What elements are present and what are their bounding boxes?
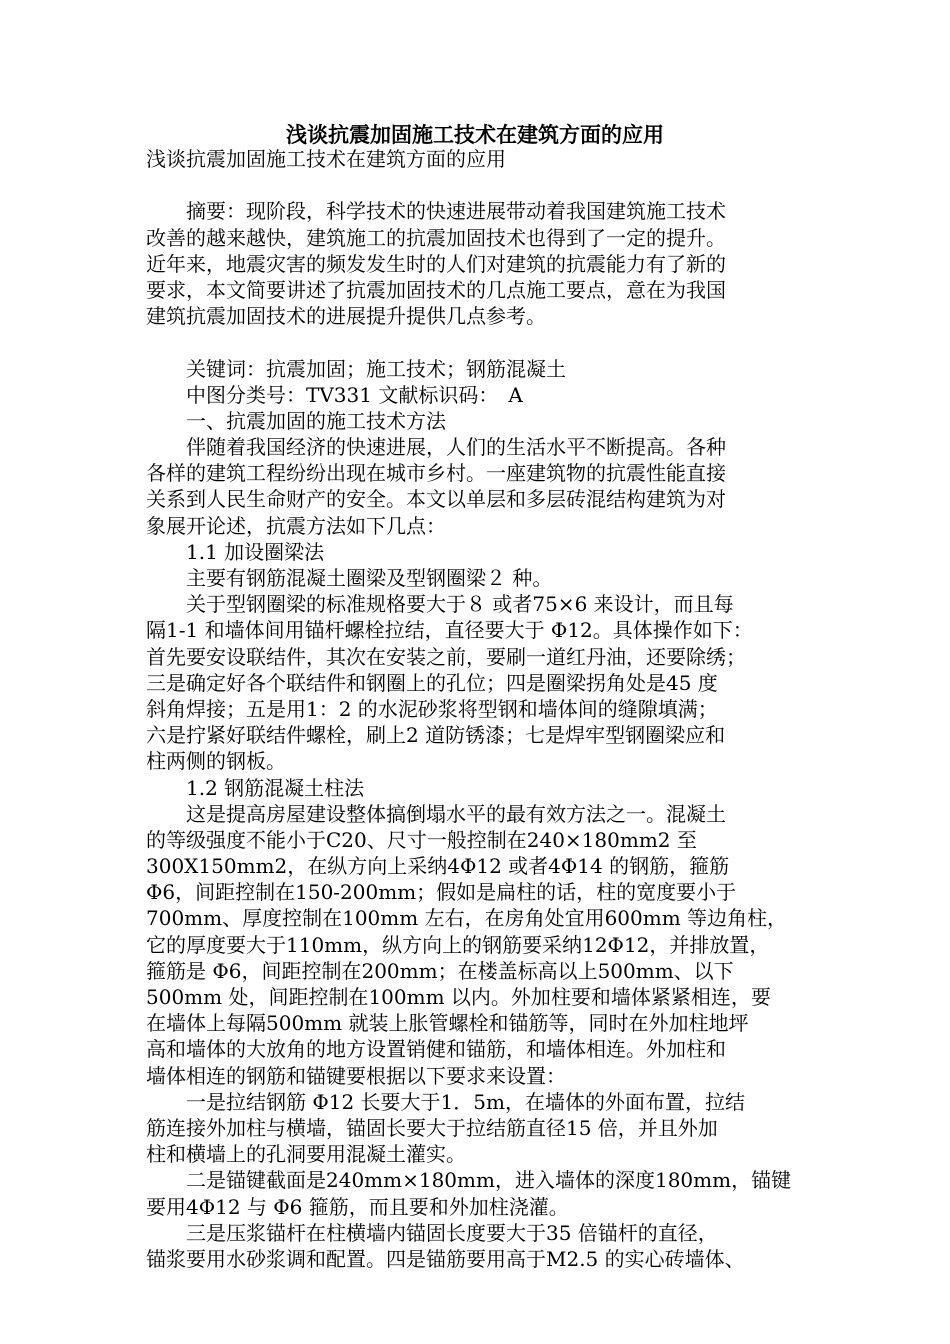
body-line: 一、抗震加固的施工技术方法 bbox=[146, 408, 446, 433]
body-line: 要求，本文简要讲述了抗震加固技术的几点施工要点，意在为我国 bbox=[146, 277, 726, 302]
body-line: 的等级强度不能小于C20、尺寸一般控制在240×180mm2 至 bbox=[146, 827, 697, 852]
body-line: 500mm 处，间距控制在100mm 以内。外加柱要和墙体紧紧相连，要 bbox=[146, 985, 771, 1009]
body-line: 中图分类号：TV331 文献标识码： A bbox=[146, 382, 523, 407]
body-line: 1.2 钢筋混凝土柱法 bbox=[146, 775, 365, 800]
body-line: 墙体相连的钢筋和锚键要根据以下要求来设置： bbox=[146, 1063, 566, 1088]
document-title: 浅谈抗震加固施工技术在建筑方面的应用 bbox=[286, 122, 664, 147]
body-line: 一是拉结钢筋 Φ12 长要大于1．5m，在墙体的外面布置，拉结 bbox=[146, 1089, 745, 1114]
body-line: 三是压浆锚杆在柱横墙内锚固长度要大于35 倍锚杆的直径， bbox=[146, 1220, 718, 1245]
body-line: 筋连接外加柱与横墙，锚固长要大于拉结筋直径15 倍，并且外加 bbox=[146, 1115, 718, 1140]
body-line: 箍筋是 Φ6，间距控制在200mm；在楼盖标高以上500mm、以下 bbox=[146, 958, 734, 983]
body-line: 在墙体上每隔500mm 就装上胀管螺栓和锚筋等，同时在外加柱地坪 bbox=[146, 1011, 749, 1036]
body-line: 建筑抗震加固技术的进展提升提供几点参考。 bbox=[146, 304, 546, 329]
blank-line bbox=[146, 329, 816, 355]
body-line: 要用4Φ12 与 Φ6 箍筋，而且要和外加柱浇灌。 bbox=[146, 1194, 569, 1219]
document-subtitle: 浅谈抗震加固施工技术在建筑方面的应用 bbox=[146, 147, 506, 171]
body-line: 主要有钢筋混凝土圈梁及型钢圈梁２ 种。 bbox=[146, 566, 553, 590]
body-line: 关键词：抗震加固；施工技术；钢筋混凝土 bbox=[146, 356, 566, 381]
body-line: 摘要：现阶段，科学技术的快速进展带动着我国建筑施工技术 bbox=[146, 199, 726, 224]
body-line: 关于型钢圈梁的标准规格要大于８ 或者75×6 来设计，而且每 bbox=[146, 592, 734, 617]
body-line: 这是提高房屋建设整体搞倒塌水平的最有效方法之一。混凝土 bbox=[146, 801, 726, 826]
body-line: 关系到人民生命财产的安全。本文以单层和多层砖混结构建筑为对 bbox=[146, 487, 726, 512]
body-line: 锚浆要用水砂浆调和配置。四是锚筋要用高于M2.5 的实心砖墙体、 bbox=[146, 1246, 745, 1271]
body-line: 象展开论述，抗震方法如下几点： bbox=[146, 513, 446, 538]
body-line: 300X150mm2，在纵方向上采纳4Φ12 或者4Φ14 的钢筋，箍筋 bbox=[146, 854, 730, 879]
body-line: 改善的越来越快，建筑施工的抗震加固技术也得到了一定的提升。 bbox=[146, 225, 726, 250]
document-body bbox=[146, 146, 816, 1272]
body-line: 700mm、厚度控制在100mm 左右，在房角处宜用600mm 等边角柱， bbox=[146, 906, 788, 931]
blank-line bbox=[146, 172, 816, 198]
body-line: 伴随着我国经济的快速进展，人们的生活水平不断提高。各种 bbox=[146, 435, 726, 460]
body-line: 高和墙体的大放角的地方设置销健和锚筋，和墙体相连。外加柱和 bbox=[146, 1037, 726, 1062]
body-line: 首先要安设联结件，其次在安装之前，要刷一道红丹油，还要除绣； bbox=[146, 644, 746, 669]
body-line: 各样的建筑工程纷纷出现在城市乡村。一座建筑物的抗震性能直接 bbox=[146, 461, 726, 486]
body-line: 柱和横墙上的孔洞要用混凝土灌实。 bbox=[146, 1142, 466, 1167]
body-line: 斜角焊接；五是用1：2 的水泥砂浆将型钢和墙体间的缝隙填满； bbox=[146, 696, 718, 721]
body-line: 它的厚度要大于110mm，纵方向上的钢筋要采纳12Φ12，并排放置， bbox=[146, 932, 770, 957]
body-line: Φ6，间距控制在150-200mm；假如是扁柱的话，柱的宽度要小于 bbox=[146, 880, 737, 905]
body-line: 近年来，地震灾害的频发发生时的人们对建筑的抗震能力有了新的 bbox=[146, 251, 726, 276]
body-line: 柱两侧的钢板。 bbox=[146, 749, 286, 774]
body-line: 六是拧紧好联结件螺栓，刷上2 道防锈漆；七是焊牢型钢圈梁应和 bbox=[146, 723, 726, 748]
body-line: 隔1-1 和墙体间用锚杆螺栓拉结，直径要大于 Φ12。具体操作如下： bbox=[146, 618, 753, 643]
body-line: 三是确定好各个联结件和钢圈上的孔位；四是圈梁拐角处是45 度 bbox=[146, 670, 718, 695]
body-line: 1.1 加设圈梁法 bbox=[146, 539, 325, 564]
body-line: 二是锚键截面是240mm×180mm，进入墙体的深度180mm，锚键 bbox=[146, 1168, 792, 1193]
